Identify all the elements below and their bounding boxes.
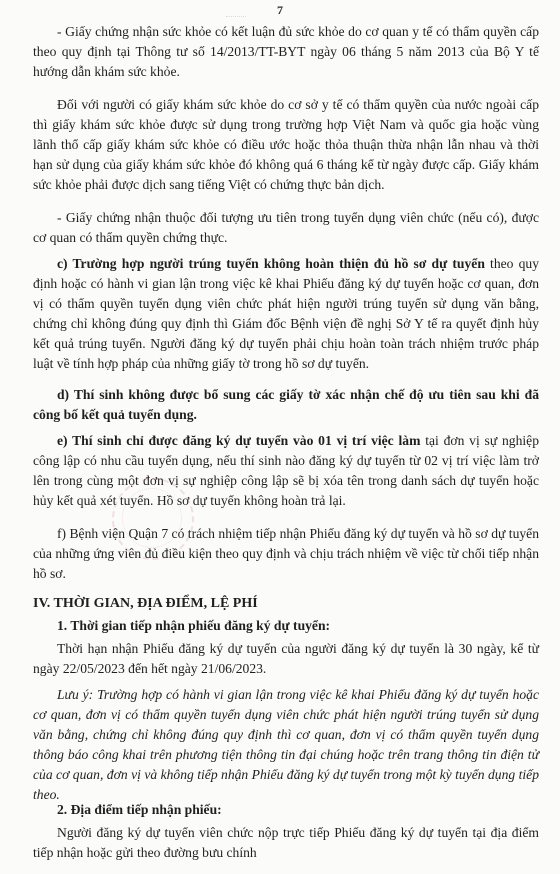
application-period-paragraph: Thời hạn nhận Phiếu đăng ký dự tuyển của người đăng ký dự tuyển là 30 ngày, kể từ ngày 22/05/2023 đến hết ngày 21/06/2023. [33, 641, 539, 676]
health-certificate-paragraph: - Giấy chứng nhận sức khỏe có kết luận đủ sức khỏe do cơ quan y tế có thẩm quyền cấp theo quy định tại Thông tư số 14/2013/TT-BYT ngày 06 tháng 5 năm 2013 của Bộ Y tế hướng dẫn khám sức khỏe. [33, 24, 539, 79]
submission-location-paragraph: Người đăng ký dự tuyển viên chức nộp trực tiếp Phiếu đăng ký dự tuyển tại địa điểm tiếp nhận hoặc gửi theo đường bưu chính [33, 825, 539, 860]
section-e-lead: e) Thí sinh chỉ được đăng ký dự tuyển vào 01 vị trí việc làm [57, 433, 421, 448]
note-paragraph: Lưu ý: Trường hợp có hành vi gian lận trong việc kê khai Phiếu đăng ký dự tuyển hoặc cơ quan, đơn vị có thẩm quyền tuyển dụng viên chức phát hiện người trúng tuyển sử dụng văn bằng, chứng chỉ không đúng quy định thì cơ quan, đơn vị có thẩm quyền tuyển dụng thông báo công khai trên phương tiện thông tin đại chúng hoặc trên trang thông tin điện tử của cơ quan, đơn vị và không tiếp nhận Phiếu đăng ký dự tuyển trong một kỳ tuyển dụng tiếp theo. [33, 687, 539, 802]
page-number: 7 [277, 3, 283, 17]
section-f-paragraph: f) Bệnh viện Quận 7 có trách nhiệm tiếp nhận Phiếu đăng ký dự tuyển và hồ sơ dự tuyển của những ứng viên đủ điều kiện theo quy định và chịu trách nhiệm về việc từ chối tiếp nhận hồ sơ. [33, 526, 539, 581]
foreign-health-certificate-paragraph: Đối với người có giấy khám sức khỏe do cơ sở y tế có thẩm quyền của nước ngoài cấp thì giấy khám sức khỏe được sử dụng trong trường hợp Việt Nam và quốc gia hoặc vùng lãnh thổ cấp giấy khám sức khỏe có điều ước hoặc thỏa thuận thừa nhận lẫn nhau và thời hạn sử dụng của giấy khám sức khỏe đó không quá 6 tháng kể từ ngày được cấp. Giấy khám sức khỏe phải được dịch sang tiếng Việt có chứng thực bản dịch. [33, 97, 539, 192]
section-d-paragraph: d) Thí sinh không được bổ sung các giấy tờ xác nhận chế độ ưu tiên sau khi đã công bố kết quả tuyển dụng. [33, 387, 539, 422]
section-c-text: theo quy định hoặc có hành vi gian lận trong việc kê khai Phiếu đăng ký dự tuyển hoặc cơ quan, đơn vị có thẩm quyền tuyển dụng viên chức phát hiện người trúng tuyển sử dụng văn bằng, chứng chỉ không đúng quy định thì Giám đốc Bệnh viện đề nghị Sở Y tế ra quyết định hủy kết quả trúng tuyển. Người đăng ký dự tuyển phải chịu hoàn toàn trách nhiệm trước pháp luật về tính hợp pháp của những giấy tờ trong hồ sơ dự tuyển. [33, 256, 540, 371]
section-c-lead: c) Trường hợp người trúng tuyển không hoàn thiện đủ hồ sơ dự tuyển [57, 256, 485, 271]
section-e-paragraph [33, 431, 539, 511]
subsection-1-heading: 1. Thời gian tiếp nhận phiếu đăng ký dự tuyển: [57, 618, 331, 633]
section-e-text: tại đơn vị sự nghiệp công lập có nhu cầu tuyển dụng, nếu thí sinh nào đăng ký dự tuyển từ 02 vị trí việc làm trở lên trong cùng một đơn vị sự nghiệp công lập sẽ bị xóa tên trong danh sách dự tuyển hoặc hủy kết quả xét tuyển. Hồ sơ dự tuyển không hoàn trả lại. [33, 433, 539, 508]
priority-certificate-paragraph: - Giấy chứng nhận thuộc đối tượng ưu tiên trong tuyển dụng viên chức (nếu có), được cơ quan có thẩm quyền chứng thực. [33, 210, 539, 245]
subsection-2-heading: 2. Địa điểm tiếp nhận phiếu: [57, 802, 222, 817]
section-c-paragraph [33, 254, 539, 374]
section-iv-heading: IV. THỜI GIAN, ĐỊA ĐIỂM, LỆ PHÍ [33, 596, 258, 611]
